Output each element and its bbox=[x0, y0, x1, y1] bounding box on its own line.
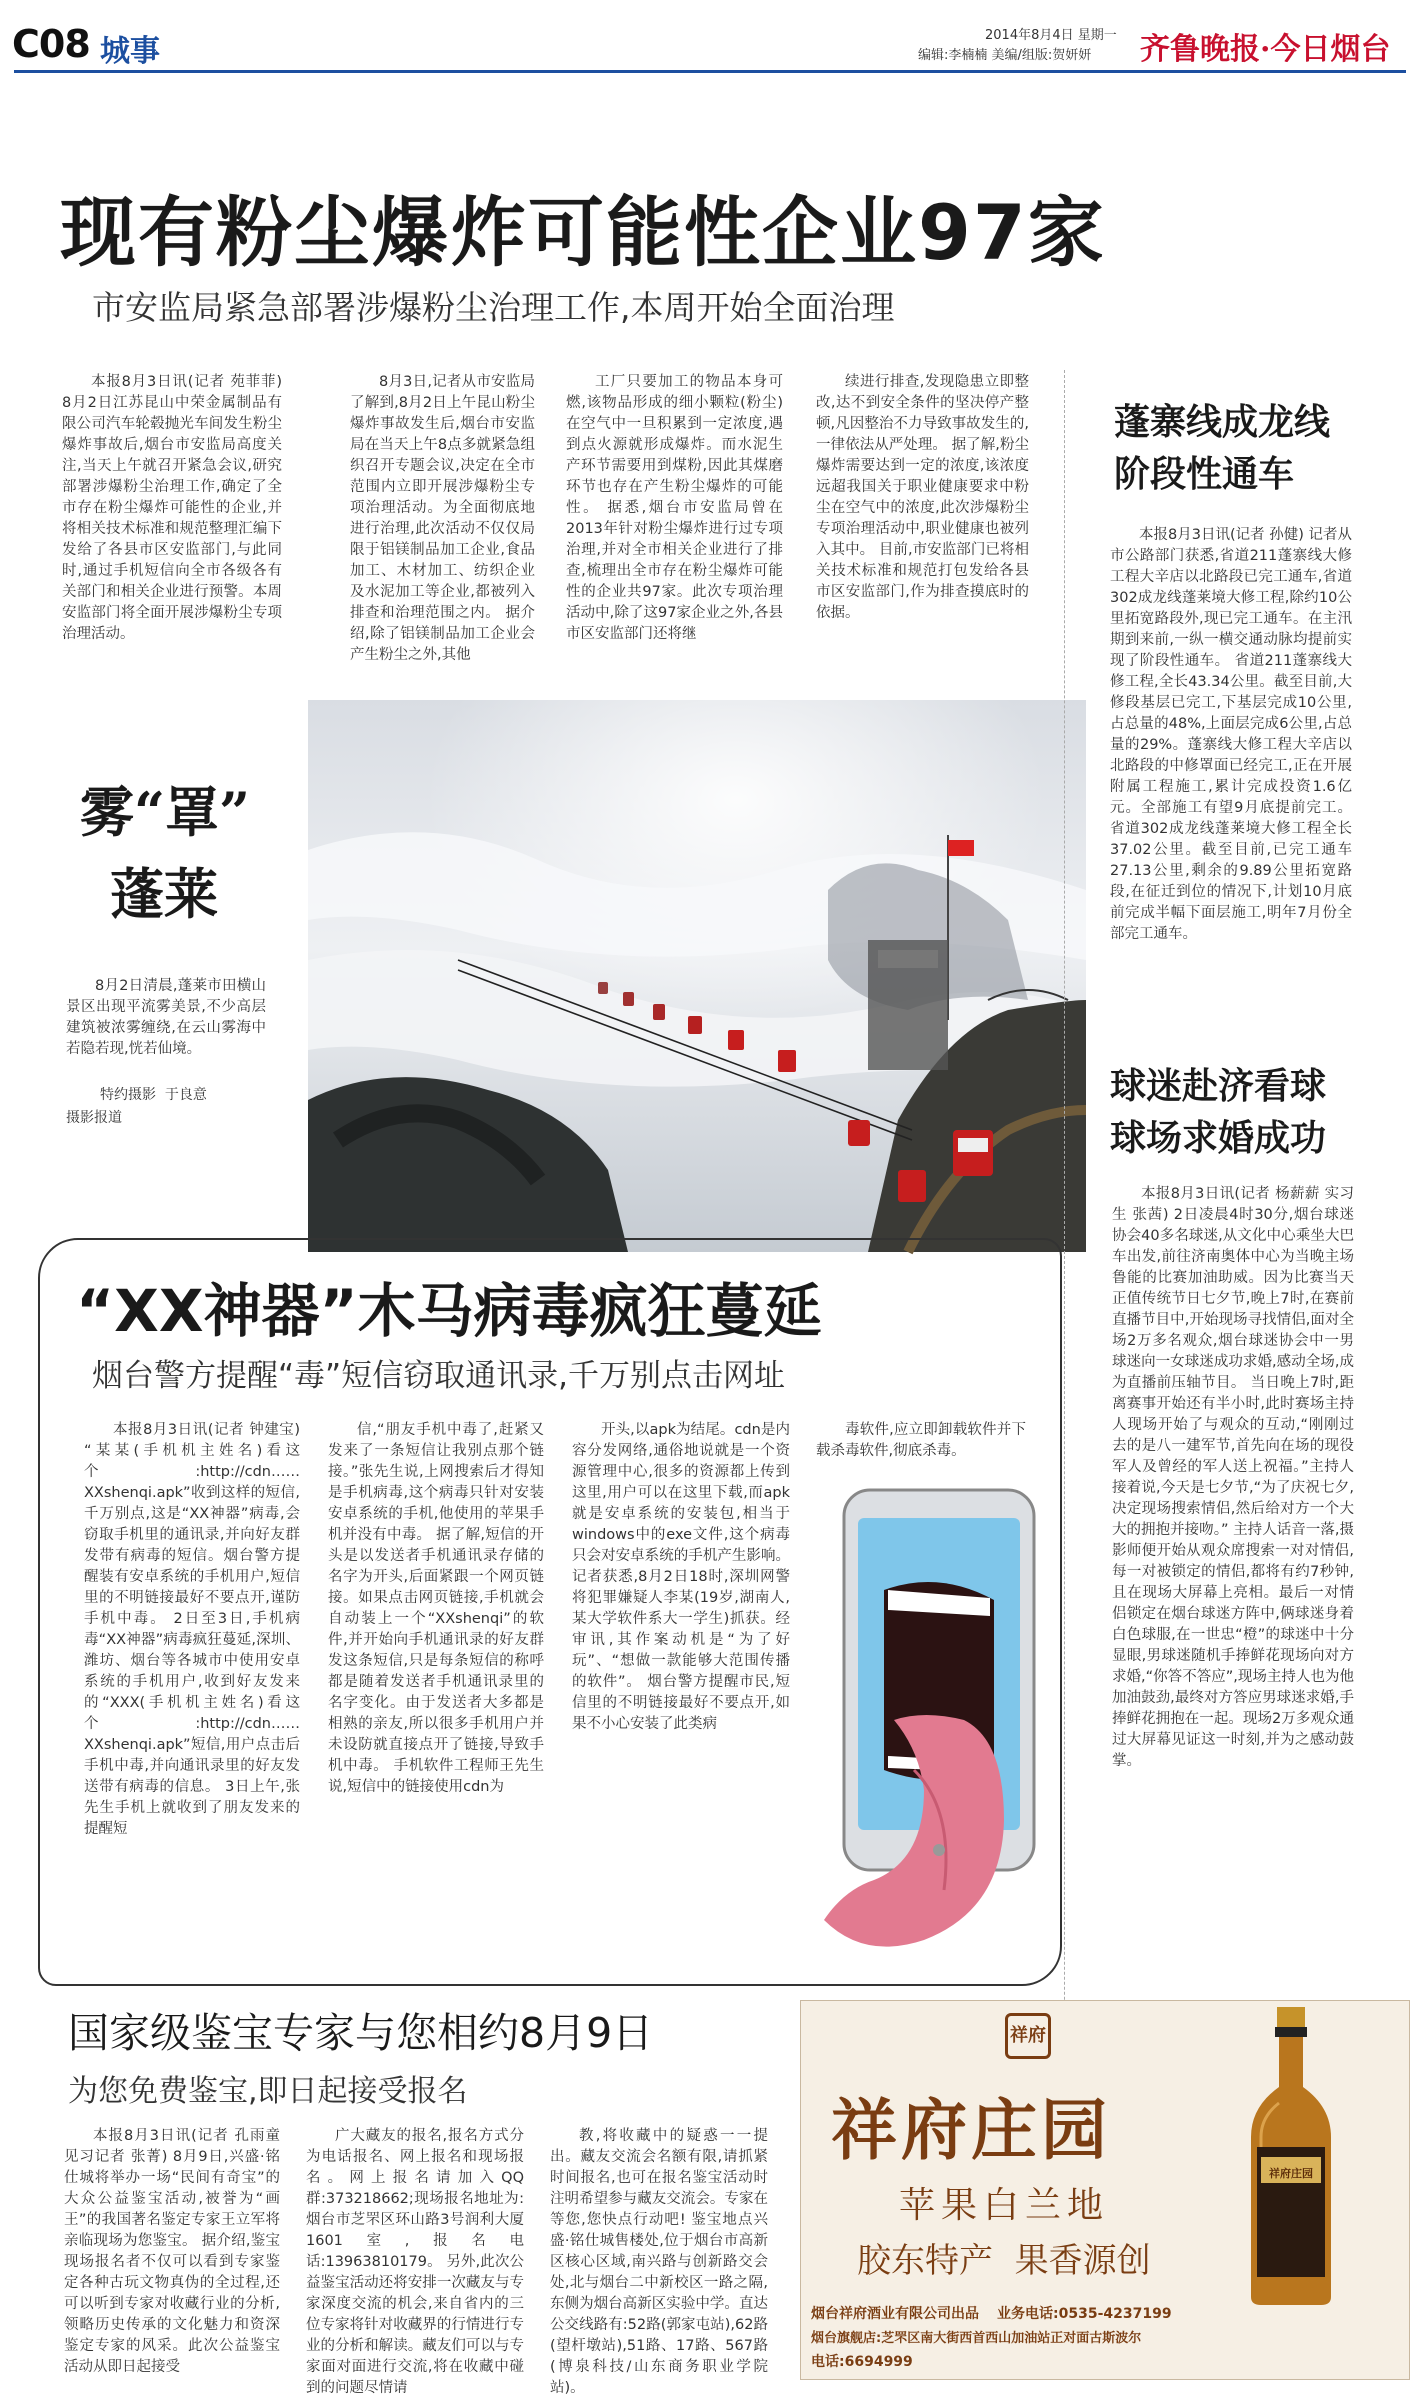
ad-store-phone: 电话:6694999 bbox=[811, 2354, 913, 2370]
lead-headline: 现有粉尘爆炸可能性企业97家 bbox=[60, 188, 1106, 277]
appraisal-column-2: 广大藏友的报名,报名方式分为电话报名、网上报名和现场报名。网上报名请加入QQ群:373218662;现场报名地址为:烟台市芝罘区环山路3号润利大厦1601室,报名电话:13963810179。 另外,此次公益鉴宝活动还将安排一次藏友与专家深度交流的机会,来自省内的三位专家将针对收藏界的行情进行专业的分析和解读。藏友们可以与专家面对面进行交流,将在收藏中碰到的问题尽情请 bbox=[306, 2128, 524, 2396]
lead-column-4: 续进行排查,发现隐患立即整改,达不到安全条件的坚决停产整顿,凡因整治不力导致事故发生的,一律依法从严处理。 据了解,粉尘爆炸需要达到一定的浓度,该浓度远超我国关于职业健康要求中粉尘在空气中的浓度,此次涉爆粉尘专项治理活动中,职业健康也被列入其中。 目前,市安监部门已将相关技术标准和规范打包发给各县市区安监部门,作为排查摸底时的依据。 bbox=[816, 374, 1029, 621]
sidebar2-body: 本报8月3日讯(记者 杨薪薪 实习生 张茜) 2日凌晨4时30分,烟台球迷协会40多名球迷,从文化中心乘坐大巴车出发,前往济南奥体中心为当晚主场鲁能的比赛加油助威。因为比赛当天正值传统节日七夕节,晚上7时,在赛前直播节目中,开始现场寻找情侣,面对全场2万多名观众,烟台球迷协会中一男球迷向一女球迷成功求婚,感动全场,成为直播前压轴节目。 当日晚上7时,距离赛事开始还有半小时,此时赛场主持人现场开始了与观众的互动,“刚刚过去的是八一建军节,首先向在场的现役军人及曾经的军人送上祝福。”主持人接着说,今天是七夕节,“为了庆祝七夕,决定现场搜索情侣,然后给对方一个大大的拥抱并接吻。” 主持人话音一落,摄影师便开始从观众席搜索一对对情侣,每一对被锁定的情侣,都将有约7秒钟,且在现场大屏幕上亮相。最后一对情侣锁定在烟台球迷方阵中,俩球迷身着白色球服,在一世忠“橙”的球迷中十分显眼,男球迷随机手捧鲜花现场向对方求婚,“你答不答应”,现场主持人也为他加油鼓劲,最终对方答应男球迷求婚,手捧鲜花拥抱在一起。现场2万多观众通过大屏幕见证这一时刻,并为之感动鼓掌。 bbox=[1112, 1186, 1354, 1769]
ad-product-name: 苹果白兰地 bbox=[899, 2185, 1110, 2226]
appraisal-headline: 国家级鉴宝专家与您相约8月9日 bbox=[68, 2009, 654, 2057]
lead-column-3: 工厂只要加工的物品本身可燃,该物品形成的细小颗粒(粉尘)在空气中一旦积累到一定浓度,遇到点火源就形成爆炸。而水泥生产环节需要用到煤粉,因此其煤磨环节也存在产生粉尘爆炸的可能性。 据悉,烟台市安监局曾在2013年针对粉尘爆炸进行过专项治理,并对全市相关企业进行了排查,梳理出全市存在粉尘爆炸可能性的企业共97家。此次专项治理活动中,除了这97家企业之外,各县市区安监部门还将继 bbox=[566, 374, 783, 642]
appraisal-subheadline: 为您免费鉴宝,即日起接受报名 bbox=[68, 2074, 468, 2109]
ad-seal: 祥府 bbox=[1005, 2013, 1051, 2059]
photo-caption: 8月2日清晨,蓬莱市田横山景区出现平流雾美景,不少高层建筑被浓雾缠绕,在云山雾海中若隐若现,恍若仙境。 bbox=[66, 978, 266, 1057]
virus-subheadline: 烟台警方提醒“毒”短信窃取通讯录,千万别点击网址 bbox=[92, 1358, 785, 1394]
ad-company: 烟台祥府酒业有限公司出品 bbox=[811, 2306, 979, 2322]
phone-tongue-illustration bbox=[804, 1470, 1054, 1970]
editor-credits: 编辑:李楠楠 美编/组版:贺妍妍 bbox=[918, 48, 1092, 63]
fog-cable-car-photo bbox=[308, 700, 1086, 1252]
virus-column-3: 开头,以apk为结尾。cdn是内容分发网络,通俗地说就是一个资源管理中心,很多的资源都上传到这里,用户可以在这里下载,而apk就是安卓系统的安装包,相当于windows中的exe文件,这个病毒只会对安卓系统的手机产生影响。 记者获悉,8月2日18时,深圳网警将犯罪嫌疑人李某(19岁,湖南人,某大学软件系大一学生)抓获。经审讯,其作案动机是“为了好玩”、“想做一款能够大范围传播的软件”。 烟台警方提醒市民,短信里的不明链接最好不要点开,如果不小心安装了此类病 bbox=[572, 1422, 790, 1732]
virus-column-4: 毒软件,应立即卸载软件并下载杀毒软件,彻底杀毒。 bbox=[816, 1422, 1026, 1459]
appraisal-column-3: 教,将收藏中的疑惑一一提出。藏友交流会名额有限,请抓紧时间报名,也可在报名鉴宝活动时注明希望参与藏友交流会。专家在等您,您快点行动吧! 鉴宝地点兴盛·铭仕城售楼处,位于烟台市高新区核心区域,南兴路与创新路交会处,北与烟台二中新校区一路之隔,东侧为烟台高新区实验中学。直达公交线路有:52路(郭家屯站),62路(望杆墩站),51路、17路、567路(博泉科技/山东商务职业学院站)。 bbox=[550, 2128, 768, 2396]
photo-title-line1: 雾“罩” bbox=[80, 780, 251, 844]
masthead-rule bbox=[14, 70, 1406, 73]
brandy-advertisement bbox=[800, 2000, 1410, 2380]
sidebar1-title-line2: 阶段性通车 bbox=[1114, 454, 1295, 495]
lead-column-1: 本报8月3日讯(记者 苑菲菲) 8月2日江苏昆山中荣金属制品有限公司汽车轮毂抛光车间发生粉尘爆炸事故后,烟台市安监局高度关注,当天上午就召开紧急会议,研究部署涉爆粉尘治理工作,确定了全市存在粉尘爆炸可能性的企业,并将相关技术标准和规范整理汇编下发给了各县市区安监部门,与此同时,通过手机短信向全市各级各有关部门和相关企业进行预警。本周安监部门将全面开展涉爆粉尘专项治理活动。 bbox=[62, 374, 282, 642]
virus-column-1: 本报8月3日讯(记者 钟建宝) “某某(手机机主姓名)看这个:http://cdn……XXshenqi.apk”收到这样的短信,千万别点,这是“XX神器”病毒,会窃取手机里的通讯录,并向好友群发带有病毒的短信。烟台警方提醒装有安卓系统的手机用户,短信里的不明链接最好不要点开,谨防手机中毒。 2日至3日,手机病毒“XX神器”病毒疯狂蔓延,深圳、潍坊、烟台等各城市中使用安卓系统的手机用户,收到好友发来的“XXX(手机机主姓名)看这个:http://cdn……XXshenqi.apk”短信,用户点击后手机中毒,并向通讯录里的好友发送带有病毒的信息。 3日上午,张先生手机上就收到了朋友发来的提醒短 bbox=[84, 1422, 300, 1837]
newspaper-brand: 齐鲁晚报·今日烟台 bbox=[1140, 32, 1391, 67]
ad-slogan: 胶东特产 果香源创 bbox=[857, 2241, 1151, 2281]
section-label: 城事 bbox=[100, 34, 160, 69]
sidebar2-title-line1: 球迷赴济看球 bbox=[1110, 1066, 1327, 1107]
ad-brand-name: 祥府庄园 bbox=[831, 2091, 1111, 2169]
photo-credit-line1: 特约摄影 于良意 bbox=[100, 1087, 207, 1103]
date-line: 2014年8月4日 星期一 bbox=[985, 28, 1117, 43]
photo-title-line2: 蓬莱 bbox=[110, 862, 218, 926]
ad-hotline: 业务电话:0535-4237199 bbox=[997, 2306, 1172, 2322]
lead-subheadline: 市安监局紧急部署涉爆粉尘治理工作,本周开始全面治理 bbox=[92, 288, 895, 327]
sidebar1-body: 本报8月3日讯(记者 孙健) 记者从市公路部门获悉,省道211蓬寨线大修工程大辛店以北路段已完工通车,省道302成龙线蓬莱境大修工程,除约10公里拓宽路段外,现已完工通车。在主汛期到来前,一纵一横交通动脉均提前实现了阶段性通车。 省道211蓬寨线大修工程,全长43.34公里。截至目前,大修段基层已完工,下基层完成10公里,占总量的48%,上面层完成6公里,占总量的29%。蓬寨线大修工程大辛店以北路段的中修罩面已经完工,正在开展附属工程施工,累计完成投资1.6亿元。全部施工有望9月底提前完工。 省道302成龙线蓬莱境大修工程全长37.02公里。截至目前,已完工通车27.13公里,剩余的9.89公里拓宽路段,在征迁到位的情况下,计划10月底前完成半幅下面层施工,明年7月份全部完工通车。 bbox=[1110, 527, 1352, 942]
sidebar2-title-line2: 球场求婚成功 bbox=[1110, 1118, 1327, 1159]
virus-column-2: 信,“朋友手机中毒了,赶紧又发来了一条短信让我别点那个链接。”张先生说,上网搜索后才得知是手机病毒,这个病毒只针对安装安卓系统的手机,他使用的苹果手机并没有中毒。 据了解,短信的开头是以发送者手机通讯录存储的名字为开头,后面紧跟一个网页链接。如果点击网页链接,手机就会自动装上一个“XXshenqi”的软件,并开始向手机通讯录的好友群发这条短信,只是每条短信的称呼都是随着发送者手机通讯录里的名字变化。由于发送者大多都是相熟的亲友,所以很多手机用户并未设防就直接点开了链接,导致手机中毒。 手机软件工程师王先生说,短信中的链接使用cdn为 bbox=[328, 1422, 544, 1795]
lead-column-2: 8月3日,记者从市安监局了解到,8月2日上午昆山粉尘爆炸事故发生后,烟台市安监局在当天上午8点多就紧急组织召开专题会议,决定在全市范围内立即开展涉爆粉尘专项治理活动。为全面彻底地进行治理,此次活动不仅仅局限于铝镁制品加工企业,食品加工、木材加工、纺织企业及水泥加工等企业,都被列入排查和治理范围之内。 据介绍,除了铝镁制品加工企业会产生粉尘之外,其他 bbox=[350, 374, 535, 663]
bottle-label-text: 祥府庄园 bbox=[1269, 2167, 1313, 2180]
ad-store-address: 烟台旗舰店:芝罘区南大街西首西山加油站正对面古斯波尔 bbox=[811, 2331, 1142, 2346]
page-number: C08 bbox=[12, 22, 90, 66]
brandy-bottle-illustration bbox=[1221, 2007, 1361, 2307]
photo-credit-line2: 摄影报道 bbox=[66, 1110, 122, 1126]
appraisal-column-1: 本报8月3日讯(记者 孔雨童 见习记者 张菁) 8月9日,兴盛·铭仕城将举办一场“民间有奇宝”的大众公益鉴宝活动,被誉为“画王”的我国著名鉴定专家王立军将亲临现场为您鉴宝。 据介绍,鉴宝现场报名者不仅可以看到专家鉴定各种古玩文物真伪的全过程,还可以听到专家对收藏行业的分析,领略历史传承的文化魅力和资深鉴定专家的风采。此次公益鉴宝活动从即日起接受 bbox=[64, 2128, 280, 2375]
virus-headline: “XX神器”木马病毒疯狂蔓延 bbox=[76, 1277, 822, 1345]
right-column-rule bbox=[1064, 370, 1065, 2170]
sidebar1-title-line1: 蓬寨线成龙线 bbox=[1114, 402, 1331, 443]
